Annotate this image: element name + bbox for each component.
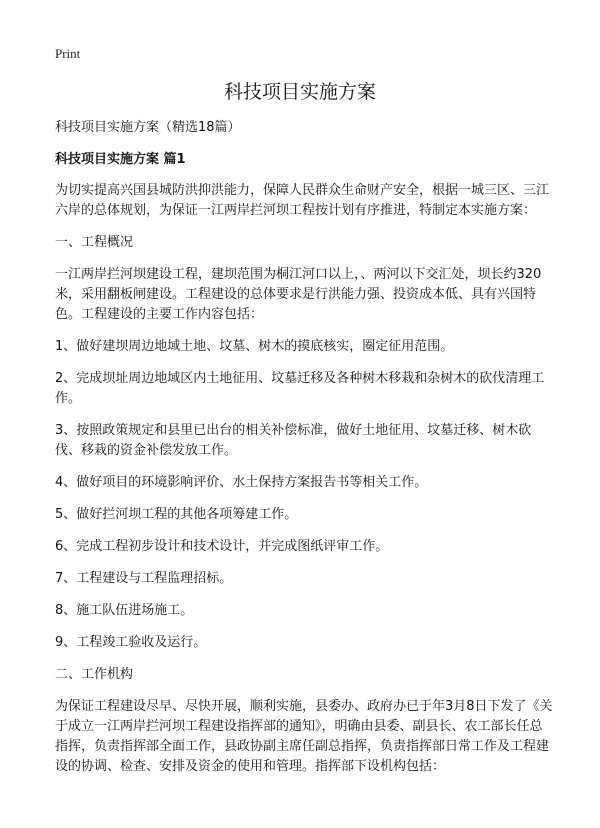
list-item-6: 6、完成工程初步设计和技术设计，并完成图纸评审工作。 [55, 539, 389, 554]
overview-paragraph: 一江两岸拦河坝建设工程，建坝范围为桐江河口以上，、两河以下交汇处，坝长约320米，采用翻板闸建设。工程建设的总体要求是行洪能力强、投资成本低、具有兴国特色。工程建设的主要工作内容包括： [55, 267, 542, 322]
heading-work-organization: 二、工作机构 [55, 667, 134, 682]
print-link[interactable]: Print [55, 46, 81, 61]
list-item-5: 5、做好拦河坝工程的其他各项筹建工作。 [55, 507, 298, 522]
list-item-4: 4、做好项目的环境影响评价、水土保持方案报告书等相关工作。 [55, 475, 428, 490]
section-heading: 科技项目实施方案 篇1 [55, 152, 186, 167]
organization-paragraph: 为保证工程建设尽早、尽快开展，顺利实施，县委办、政府办已于年3月8日下发了《关于成立一江两岸拦河坝工程建设指挥部的通知》，明确由县委、副县长、农工部长任总指挥，负责指挥部全面工作，县政协副主席任副总指挥，负责指挥部日常工作及工程建设的协调、检查、安排及资金的使用和管理。指挥部下设机构包括： [55, 699, 553, 774]
list-item-7: 7、工程建设与工程监理招标。 [55, 571, 233, 586]
list-item-3: 3、按照政策规定和县里已出台的相关补偿标准，做好土地征用、坟墓迁移、树木砍伐、移栽的资金补偿发放工作。 [55, 423, 532, 458]
heading-project-overview: 一、工程概况 [55, 235, 134, 250]
list-item-8: 8、施工队伍进场施工。 [55, 603, 194, 618]
list-item-9: 9、工程竣工验收及运行。 [55, 635, 207, 650]
intro-paragraph: 为切实提高兴国县城防洪抑洪能力，保障人民群众生命财产安全，根据一城三区、三江六岸的总体规划，为保证一江两岸拦河坝工程按计划有序推进，特制定本实施方案： [55, 183, 550, 218]
list-item-2: 2、完成坝址周边地域区内土地征用、坟墓迁移及各种树木移栽和杂树木的砍伐清理工作。 [55, 371, 545, 406]
document-body [55, 181, 555, 789]
document-title: 科技项目实施方案 [223, 81, 376, 103]
list-item-1: 1、做好建坝周边地域土地、坟墓、树木的摸底核实，圈定征用范围。 [55, 339, 454, 354]
document-subtitle: 科技项目实施方案（精选18篇） [55, 120, 241, 135]
